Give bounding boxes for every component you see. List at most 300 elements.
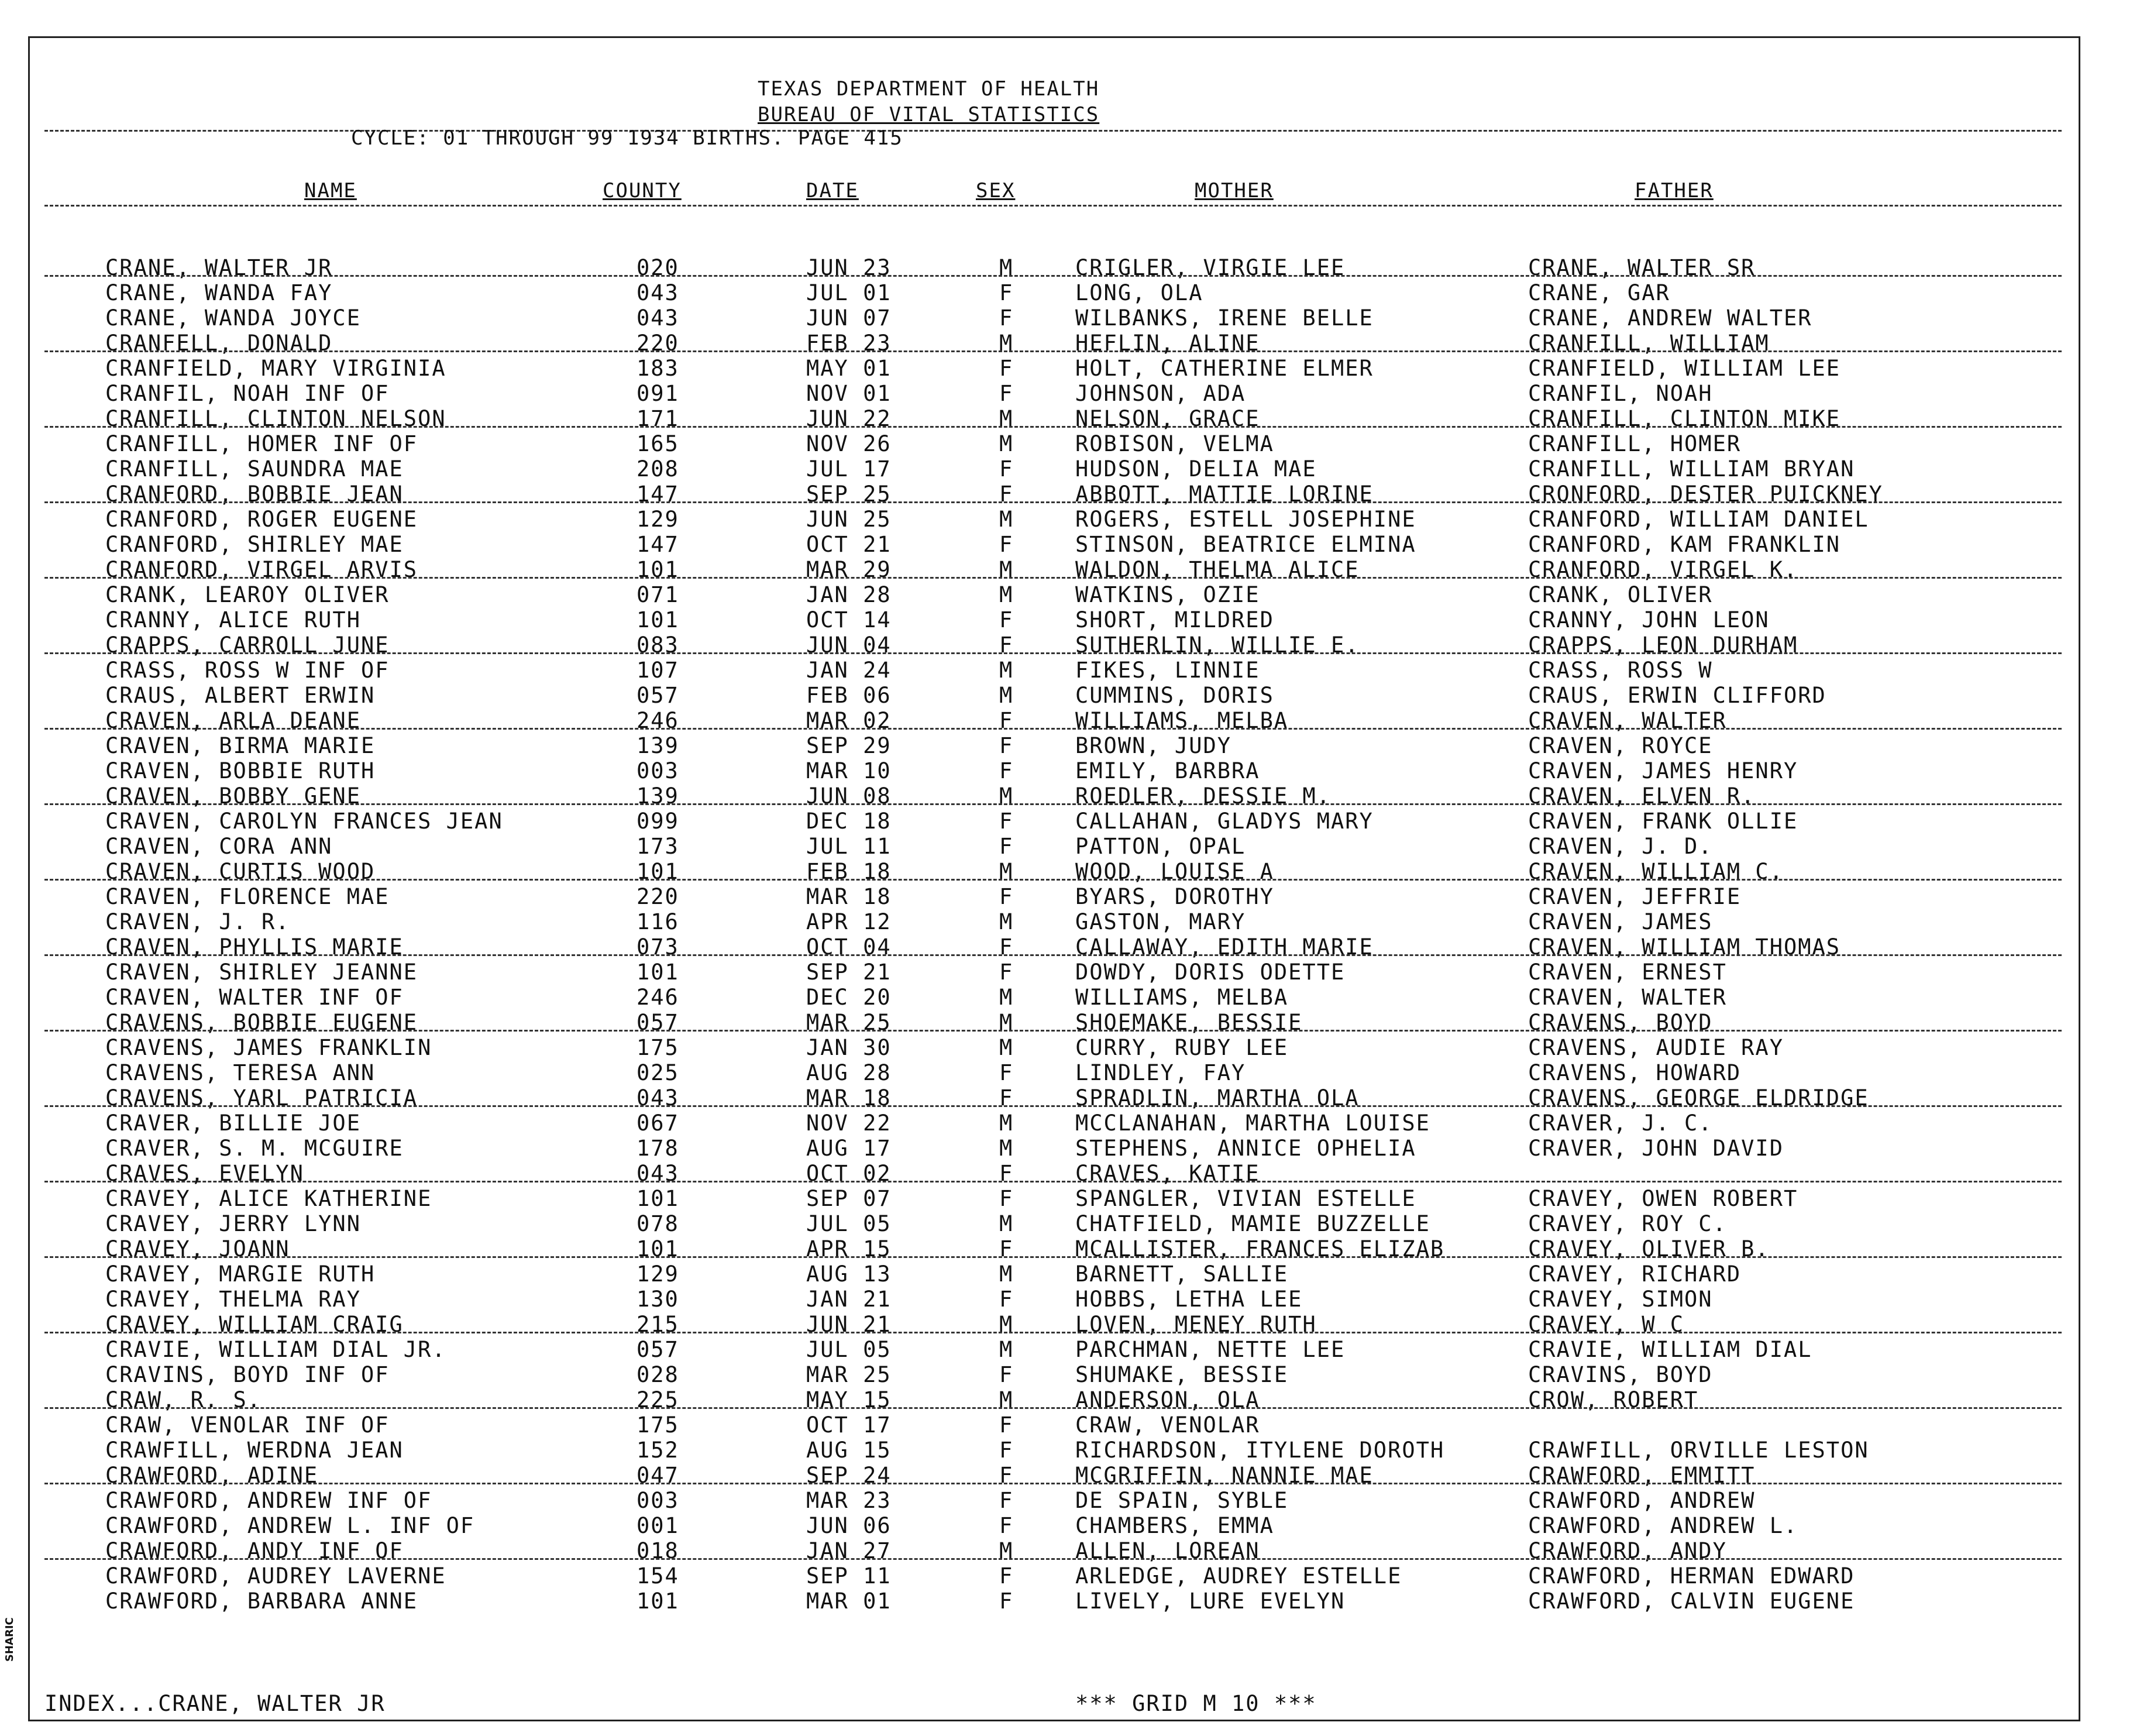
cell-mother: ROEDLER, DESSIE M.: [1075, 783, 1331, 809]
cell-date: AUG 13: [806, 1261, 892, 1287]
cell-name: CRAVEN, CAROLYN FRANCES JEAN: [105, 809, 503, 834]
table-row: [0, 1362, 2133, 1387]
cell-date: JAN 21: [806, 1287, 892, 1312]
cell-name: CRAW, VENOLAR INF OF: [105, 1412, 390, 1438]
cell-county: 101: [637, 1236, 679, 1261]
cell-sex: M: [999, 1035, 1014, 1060]
cell-county: 083: [637, 632, 679, 658]
table-row: [0, 859, 2133, 884]
cell-sex: F: [999, 1563, 1014, 1589]
cell-date: JAN 27: [806, 1538, 892, 1563]
cell-date: FEB 06: [806, 683, 892, 708]
cell-sex: F: [999, 834, 1014, 859]
cell-sex: F: [999, 758, 1014, 783]
cell-date: OCT 21: [806, 532, 892, 557]
column-header-county: COUNTY: [603, 179, 682, 202]
cell-date: JUN 21: [806, 1312, 892, 1337]
table-row: [0, 1211, 2133, 1236]
cell-sex: F: [999, 607, 1014, 632]
cell-sex: M: [999, 1211, 1014, 1236]
cell-mother: SHORT, MILDRED: [1075, 607, 1274, 632]
column-header-name: NAME: [304, 179, 357, 202]
table-row: [0, 1563, 2133, 1589]
cell-date: APR 15: [806, 1236, 892, 1261]
cell-name: CRAVEN, SHIRLEY JEANNE: [105, 960, 418, 985]
cell-sex: F: [999, 1287, 1014, 1312]
cell-father: CRANE, ANDREW WALTER: [1528, 305, 1812, 331]
table-row: [0, 960, 2133, 985]
cell-father: CRAVEN, WALTER: [1528, 985, 1727, 1010]
cell-father: CRAWFORD, ANDREW L.: [1528, 1513, 1798, 1538]
cell-mother: MCALLISTER, FRANCES ELIZAB: [1075, 1236, 1445, 1261]
cell-date: JUN 07: [806, 305, 892, 331]
table-row: [0, 1261, 2133, 1287]
cell-date: OCT 17: [806, 1412, 892, 1438]
cell-name: CRAVENS, BOBBIE EUGENE: [105, 1010, 418, 1035]
cell-name: CRAWFORD, ANDREW INF OF: [105, 1488, 432, 1513]
cell-name: CRANE, WALTER JR: [105, 255, 333, 280]
cell-mother: CALLAHAN, GLADYS MARY: [1075, 809, 1374, 834]
cell-date: JUL 01: [806, 280, 892, 305]
cell-county: 101: [637, 607, 679, 632]
cell-mother: NELSON, GRACE: [1075, 406, 1260, 431]
cell-county: 101: [637, 960, 679, 985]
cell-name: CRANNY, ALICE RUTH: [105, 607, 361, 632]
cell-date: MAY 15: [806, 1387, 892, 1412]
cell-date: SEP 29: [806, 733, 892, 758]
cell-father: CRANFIL, NOAH: [1528, 381, 1713, 406]
cell-name: CRAVES, EVELYN: [105, 1161, 304, 1186]
cell-county: 175: [637, 1412, 679, 1438]
cell-date: MAY 01: [806, 356, 892, 381]
cell-county: 101: [637, 1589, 679, 1614]
cell-mother: WILLIAMS, MELBA: [1075, 985, 1289, 1010]
cell-name: CRAVENS, TERESA ANN: [105, 1060, 376, 1085]
cell-father: CRAVEY, W C: [1528, 1312, 1685, 1337]
cell-county: 220: [637, 884, 679, 909]
cell-mother: PARCHMAN, NETTE LEE: [1075, 1337, 1346, 1362]
cell-county: 139: [637, 783, 679, 809]
cell-date: NOV 22: [806, 1111, 892, 1136]
table-row: [0, 1060, 2133, 1085]
cell-sex: M: [999, 582, 1014, 607]
cell-father: CRAVEN, WILLIAM THOMAS: [1528, 934, 1841, 960]
cell-county: 018: [637, 1538, 679, 1563]
cell-name: CRANFORD, SHIRLEY MAE: [105, 532, 404, 557]
cell-sex: M: [999, 683, 1014, 708]
cell-sex: F: [999, 809, 1014, 834]
cell-county: 003: [637, 758, 679, 783]
cell-sex: M: [999, 431, 1014, 456]
cell-mother: SHOEMAKE, BESSIE: [1075, 1010, 1303, 1035]
cell-sex: F: [999, 1085, 1014, 1111]
cell-father: CRAVEN, J. D.: [1528, 834, 1713, 859]
table-row: [0, 305, 2133, 331]
cell-county: 225: [637, 1387, 679, 1412]
cell-county: 043: [637, 280, 679, 305]
table-row: [0, 909, 2133, 934]
cell-county: 173: [637, 834, 679, 859]
cell-name: CRANFILL, SAUNDRA MAE: [105, 456, 404, 482]
cell-county: 078: [637, 1211, 679, 1236]
cell-mother: ABBOTT, MATTIE LORINE: [1075, 482, 1374, 507]
grid-footer: *** GRID M 10 ***: [1075, 1691, 1317, 1716]
cell-name: CRAVEN, CURTIS WOOD: [105, 859, 376, 884]
cell-mother: PATTON, OPAL: [1075, 834, 1246, 859]
cell-mother: DOWDY, DORIS ODETTE: [1075, 960, 1346, 985]
cell-mother: WATKINS, OZIE: [1075, 582, 1260, 607]
cell-name: CRANE, WANDA FAY: [105, 280, 333, 305]
cell-father: CRAWFILL, ORVILLE LESTON: [1528, 1438, 1869, 1463]
cell-father: CRAVEN, ERNEST: [1528, 960, 1727, 985]
table-row: [0, 733, 2133, 758]
cell-sex: M: [999, 507, 1014, 532]
cell-date: SEP 25: [806, 482, 892, 507]
cell-mother: STEPHENS, ANNICE OPHELIA: [1075, 1136, 1416, 1161]
cell-mother: ALLEN, LOREAN: [1075, 1538, 1260, 1563]
cell-name: CRAVINS, BOYD INF OF: [105, 1362, 390, 1387]
cell-name: CRAVEY, WILLIAM CRAIG: [105, 1312, 404, 1337]
table-row: [0, 482, 2133, 507]
table-row: [0, 1337, 2133, 1362]
cell-sex: M: [999, 1337, 1014, 1362]
table-row: [0, 1236, 2133, 1261]
cell-mother: WOOD, LOUISE A: [1075, 859, 1274, 884]
table-row: [0, 582, 2133, 607]
cell-mother: WILBANKS, IRENE BELLE: [1075, 305, 1374, 331]
cell-sex: F: [999, 356, 1014, 381]
cell-sex: M: [999, 1387, 1014, 1412]
cell-sex: F: [999, 733, 1014, 758]
cell-sex: M: [999, 557, 1014, 582]
cell-county: 147: [637, 532, 679, 557]
cell-name: CRAVEN, BIRMA MARIE: [105, 733, 376, 758]
cell-county: 001: [637, 1513, 679, 1538]
table-row: [0, 381, 2133, 406]
cell-date: JAN 24: [806, 658, 892, 683]
table-row: [0, 1538, 2133, 1563]
cell-father: CRAWFORD, CALVIN EUGENE: [1528, 1589, 1855, 1614]
cell-county: 175: [637, 1035, 679, 1060]
cell-county: 246: [637, 985, 679, 1010]
cell-sex: F: [999, 1236, 1014, 1261]
cell-name: CRAVENS, YARL PATRICIA: [105, 1085, 418, 1111]
cell-county: 071: [637, 582, 679, 607]
cell-mother: SPANGLER, VIVIAN ESTELLE: [1075, 1186, 1416, 1211]
column-header-sex: SEX: [976, 179, 1016, 202]
cell-county: 152: [637, 1438, 679, 1463]
cell-father: CRAVEN, JAMES HENRY: [1528, 758, 1798, 783]
cell-mother: HUDSON, DELIA MAE: [1075, 456, 1317, 482]
cell-sex: M: [999, 658, 1014, 683]
cell-mother: CHAMBERS, EMMA: [1075, 1513, 1274, 1538]
cell-sex: F: [999, 1161, 1014, 1186]
cell-mother: CURRY, RUBY LEE: [1075, 1035, 1289, 1060]
cell-mother: ROGERS, ESTELL JOSEPHINE: [1075, 507, 1416, 532]
cell-name: CRAVEN, BOBBIE RUTH: [105, 758, 376, 783]
cell-father: CRAVINS, BOYD: [1528, 1362, 1713, 1387]
cell-father: CRAVEY, OWEN ROBERT: [1528, 1186, 1798, 1211]
cell-father: CRAVEN, ELVEN R.: [1528, 783, 1756, 809]
cell-name: CRANFORD, VIRGEL ARVIS: [105, 557, 418, 582]
cell-county: 003: [637, 1488, 679, 1513]
cell-date: OCT 04: [806, 934, 892, 960]
cell-father: CRAWFORD, ANDREW: [1528, 1488, 1756, 1513]
cell-date: JUN 04: [806, 632, 892, 658]
cell-date: MAR 10: [806, 758, 892, 783]
cell-mother: SUTHERLIN, WILLIE E.: [1075, 632, 1360, 658]
cell-name: CRAVENS, JAMES FRANKLIN: [105, 1035, 432, 1060]
cell-name: CRAWFORD, ANDREW L. INF OF: [105, 1513, 475, 1538]
cell-name: CRANE, WANDA JOYCE: [105, 305, 361, 331]
cell-county: 178: [637, 1136, 679, 1161]
cell-county: 129: [637, 1261, 679, 1287]
cell-mother: BYARS, DOROTHY: [1075, 884, 1274, 909]
cell-date: MAR 25: [806, 1010, 892, 1035]
cell-sex: F: [999, 1438, 1014, 1463]
cell-date: JAN 30: [806, 1035, 892, 1060]
cell-county: 130: [637, 1287, 679, 1312]
cell-sex: F: [999, 305, 1014, 331]
cell-mother: CUMMINS, DORIS: [1075, 683, 1274, 708]
cell-date: SEP 21: [806, 960, 892, 985]
cell-county: 057: [637, 683, 679, 708]
cell-father: CRAVEN, JEFFRIE: [1528, 884, 1742, 909]
cell-name: CRAWFILL, WERDNA JEAN: [105, 1438, 404, 1463]
cell-date: JUL 05: [806, 1211, 892, 1236]
cell-father: CRAVENS, BOYD: [1528, 1010, 1713, 1035]
table-row: [0, 884, 2133, 909]
cell-father: CRAVEN, ROYCE: [1528, 733, 1713, 758]
cell-father: CRAWFORD, HERMAN EDWARD: [1528, 1563, 1855, 1589]
table-row: [0, 1463, 2133, 1488]
table-row: [0, 1111, 2133, 1136]
cell-county: 073: [637, 934, 679, 960]
cell-sex: F: [999, 934, 1014, 960]
cell-name: CRAVEN, J. R.: [105, 909, 290, 934]
cell-sex: F: [999, 1488, 1014, 1513]
cell-sex: F: [999, 1412, 1014, 1438]
cell-father: CROW, ROBERT: [1528, 1387, 1699, 1412]
cell-date: MAR 23: [806, 1488, 892, 1513]
table-row: [0, 1085, 2133, 1111]
cell-name: CRAPPS, CARROLL JUNE: [105, 632, 390, 658]
cell-father: CRANK, OLIVER: [1528, 582, 1713, 607]
cell-date: DEC 18: [806, 809, 892, 834]
cell-county: 246: [637, 708, 679, 733]
cell-sex: F: [999, 482, 1014, 507]
cell-sex: F: [999, 1589, 1014, 1614]
cell-name: CRAVEY, JERRY LYNN: [105, 1211, 361, 1236]
cell-date: MAR 25: [806, 1362, 892, 1387]
cell-date: JUN 22: [806, 406, 892, 431]
cell-name: CRAVEY, ALICE KATHERINE: [105, 1186, 432, 1211]
cell-father: CRANFILL, WILLIAM: [1528, 331, 1770, 356]
cell-county: 101: [637, 1186, 679, 1211]
cell-mother: SHUMAKE, BESSIE: [1075, 1362, 1289, 1387]
cell-mother: WILLIAMS, MELBA: [1075, 708, 1289, 733]
column-header-date: DATE: [806, 179, 859, 202]
cell-sex: M: [999, 783, 1014, 809]
cell-name: CRAVEY, THELMA RAY: [105, 1287, 361, 1312]
cell-mother: LIVELY, LURE EVELYN: [1075, 1589, 1346, 1614]
cell-county: 139: [637, 733, 679, 758]
cell-date: JUL 11: [806, 834, 892, 859]
cell-sex: F: [999, 381, 1014, 406]
cell-county: 043: [637, 305, 679, 331]
cell-mother: EMILY, BARBRA: [1075, 758, 1260, 783]
cell-name: CRAVEY, JOANN: [105, 1236, 290, 1261]
cell-father: CRAVEY, OLIVER B.: [1528, 1236, 1770, 1261]
cell-father: CRANFILL, HOMER: [1528, 431, 1742, 456]
cell-mother: CHATFIELD, MAMIE BUZZELLE: [1075, 1211, 1430, 1236]
column-header-divider: [44, 205, 2062, 207]
cell-name: CRAUS, ALBERT ERWIN: [105, 683, 376, 708]
cell-date: JUL 05: [806, 1337, 892, 1362]
side-label: SHARIC: [4, 1617, 16, 1662]
cell-date: JUN 23: [806, 255, 892, 280]
cell-sex: M: [999, 859, 1014, 884]
cell-date: JUN 08: [806, 783, 892, 809]
column-header-mother: MOTHER: [1195, 179, 1274, 202]
table-row: [0, 1387, 2133, 1412]
cell-father: CRANFILL, WILLIAM BRYAN: [1528, 456, 1855, 482]
cell-mother: SPRADLIN, MARTHA OLA: [1075, 1085, 1360, 1111]
table-row: [0, 507, 2133, 532]
cell-date: AUG 17: [806, 1136, 892, 1161]
cell-father: CRAVER, JOHN DAVID: [1528, 1136, 1784, 1161]
cell-father: CRAPPS, LEON DURHAM: [1528, 632, 1798, 658]
header-divider: [44, 130, 2062, 132]
cell-father: CRAVEY, RICHARD: [1528, 1261, 1742, 1287]
cell-father: CRAVER, J. C.: [1528, 1111, 1713, 1136]
cell-name: CRASS, ROSS W INF OF: [105, 658, 390, 683]
table-row: [0, 1513, 2133, 1538]
cell-county: 154: [637, 1563, 679, 1589]
cell-date: MAR 01: [806, 1589, 892, 1614]
cell-county: 215: [637, 1312, 679, 1337]
cell-county: 171: [637, 406, 679, 431]
table-row: [0, 607, 2133, 632]
table-row: [0, 1161, 2133, 1186]
cell-mother: CRIGLER, VIRGIE LEE: [1075, 255, 1346, 280]
table-row: [0, 758, 2133, 783]
cell-name: CRAVER, S. M. MCGUIRE: [105, 1136, 404, 1161]
cell-father: CRANFORD, WILLIAM DANIEL: [1528, 507, 1869, 532]
table-row: [0, 431, 2133, 456]
cell-county: 091: [637, 381, 679, 406]
cell-date: FEB 23: [806, 331, 892, 356]
cell-county: 208: [637, 456, 679, 482]
cell-name: CRAWFORD, ADINE: [105, 1463, 319, 1488]
cell-name: CRANFORD, ROGER EUGENE: [105, 507, 418, 532]
cell-county: 107: [637, 658, 679, 683]
table-row: [0, 708, 2133, 733]
cell-sex: F: [999, 1186, 1014, 1211]
table-row: [0, 532, 2133, 557]
cell-name: CRANFORD, BOBBIE JEAN: [105, 482, 404, 507]
table-row: [0, 1136, 2133, 1161]
cell-father: CRAWFORD, ANDY: [1528, 1538, 1727, 1563]
table-row: [0, 280, 2133, 305]
table-row: [0, 1438, 2133, 1463]
cell-date: JAN 28: [806, 582, 892, 607]
cell-county: 165: [637, 431, 679, 456]
cell-father: CRAVENS, AUDIE RAY: [1528, 1035, 1784, 1060]
cell-date: MAR 18: [806, 884, 892, 909]
cell-father: CRAVEN, FRANK OLLIE: [1528, 809, 1798, 834]
cell-date: OCT 02: [806, 1161, 892, 1186]
cell-name: CRANFILL, CLINTON NELSON: [105, 406, 446, 431]
table-row: [0, 809, 2133, 834]
cell-county: 183: [637, 356, 679, 381]
agency-title: TEXAS DEPARTMENT OF HEALTH: [758, 77, 1100, 101]
cell-mother: RICHARDSON, ITYLENE DOROTH: [1075, 1438, 1445, 1463]
cell-mother: HOBBS, LETHA LEE: [1075, 1287, 1303, 1312]
cell-father: CRAVENS, HOWARD: [1528, 1060, 1742, 1085]
cycle-line: CYCLE: 01 THROUGH 99 1934 BIRTHS. PAGE 415: [351, 126, 903, 150]
cell-mother: FIKES, LINNIE: [1075, 658, 1260, 683]
cell-sex: F: [999, 884, 1014, 909]
cell-mother: MCGRIFFIN, NANNIE MAE: [1075, 1463, 1374, 1488]
cell-father: CRAVEN, WALTER: [1528, 708, 1727, 733]
cell-county: 220: [637, 331, 679, 356]
cell-sex: M: [999, 1010, 1014, 1035]
cell-date: FEB 18: [806, 859, 892, 884]
cell-mother: CRAW, VENOLAR: [1075, 1412, 1260, 1438]
cell-county: 147: [637, 482, 679, 507]
table-row: [0, 456, 2133, 482]
cell-county: 020: [637, 255, 679, 280]
cell-county: 101: [637, 859, 679, 884]
cell-date: NOV 26: [806, 431, 892, 456]
cell-date: DEC 20: [806, 985, 892, 1010]
cell-name: CRAVEN, FLORENCE MAE: [105, 884, 390, 909]
cell-sex: F: [999, 1513, 1014, 1538]
cell-name: CRAWFORD, AUDREY LAVERNE: [105, 1563, 446, 1589]
index-footer: INDEX...CRANE, WALTER JR: [44, 1691, 386, 1716]
table-row: [0, 934, 2133, 960]
cell-mother: DE SPAIN, SYBLE: [1075, 1488, 1289, 1513]
cell-name: CRAVEN, BOBBY GENE: [105, 783, 361, 809]
cell-mother: LINDLEY, FAY: [1075, 1060, 1246, 1085]
cell-mother: BARNETT, SALLIE: [1075, 1261, 1289, 1287]
cell-father: CRANE, WALTER SR: [1528, 255, 1756, 280]
cell-father: CRAUS, ERWIN CLIFFORD: [1528, 683, 1826, 708]
cell-mother: CALLAWAY, EDITH MARIE: [1075, 934, 1374, 960]
table-row: [0, 331, 2133, 356]
cell-mother: HOLT, CATHERINE ELMER: [1075, 356, 1374, 381]
table-row: [0, 1186, 2133, 1211]
cell-mother: LOVEN, MENEY RUTH: [1075, 1312, 1317, 1337]
cell-date: AUG 15: [806, 1438, 892, 1463]
cell-name: CRANFIELD, MARY VIRGINIA: [105, 356, 446, 381]
cell-father: CRAVEN, WILLIAM C.: [1528, 859, 1784, 884]
cell-father: CRAVIE, WILLIAM DIAL: [1528, 1337, 1812, 1362]
cell-mother: CRAVES, KATIE: [1075, 1161, 1260, 1186]
table-row: [0, 632, 2133, 658]
table-row: [0, 658, 2133, 683]
cell-date: MAR 18: [806, 1085, 892, 1111]
cell-sex: M: [999, 1136, 1014, 1161]
cell-name: CRAVER, BILLIE JOE: [105, 1111, 361, 1136]
cell-mother: MCCLANAHAN, MARTHA LOUISE: [1075, 1111, 1430, 1136]
cell-father: CRONFORD, DESTER PUICKNEY: [1528, 482, 1883, 507]
table-row: [0, 1589, 2133, 1614]
cell-sex: M: [999, 1111, 1014, 1136]
cell-date: SEP 11: [806, 1563, 892, 1589]
cell-mother: WALDON, THELMA ALICE: [1075, 557, 1360, 582]
